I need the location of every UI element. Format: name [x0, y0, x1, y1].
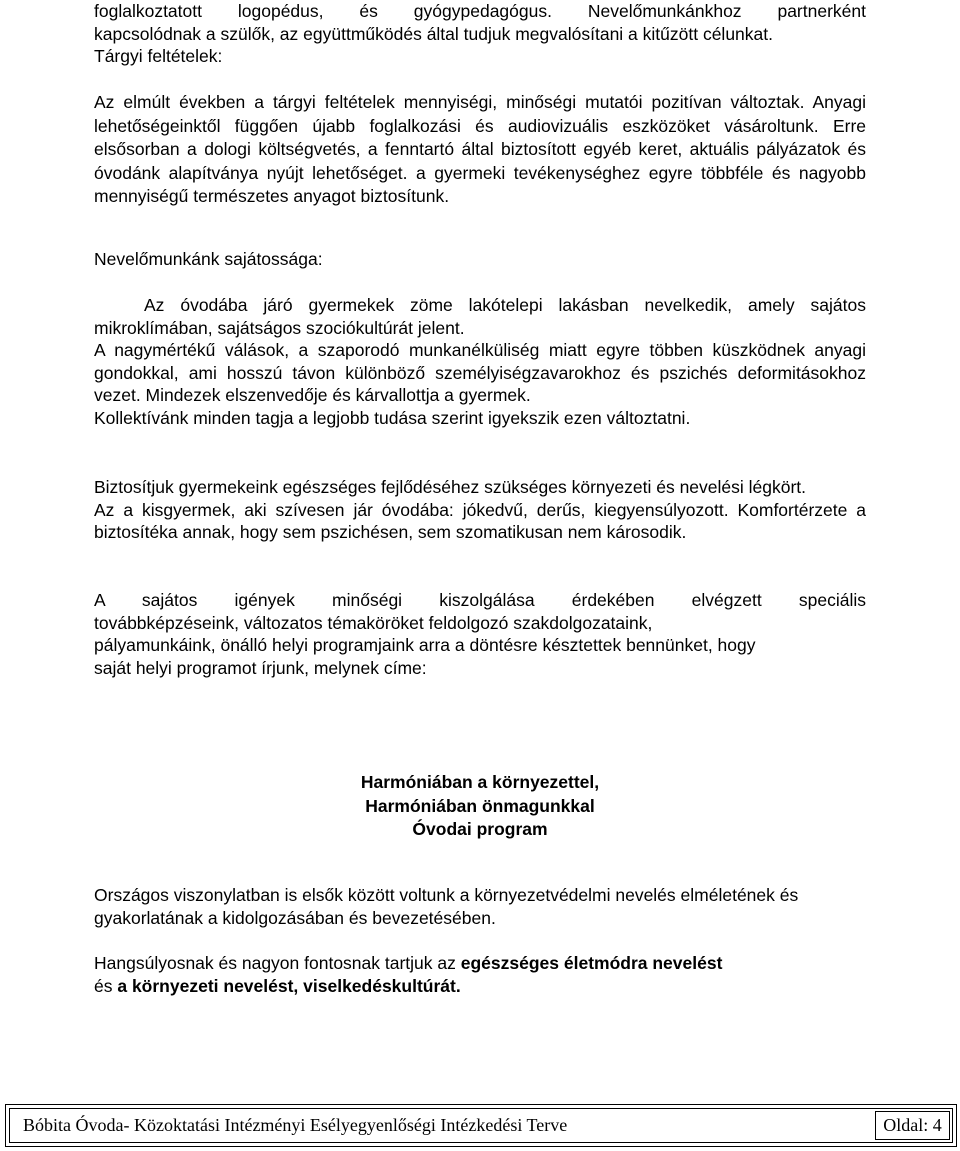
program-title-line-3: Óvodai program — [412, 819, 548, 839]
specialty-paragraph-3: Kollektívánk minden tagja a legjobb tudása szerint igyekszik ezen változtatni. — [94, 407, 691, 428]
specialty-paragraph-2: A nagymértékű válások, a szaporodó munkanélküliség miatt egyre többen küszködnek anyagi gondokkal, ami hosszú távon különböző személyiségzavarokhoz és pszichés deformitásokhoz vezet. Mindezek elszenvedője és kárvallottja a gyermek. — [94, 340, 866, 405]
special-needs-section — [94, 589, 866, 679]
intro-section — [94, 0, 866, 68]
page-footer — [5, 1104, 957, 1147]
conditions-text: Az elmúlt években a tárgyi feltételek mennyiségi, minőségi mutatói pozitívan változtak. Anyagi lehetőségeinktől függően újabb foglalkozási és audiovizuális eszközöket vásároltunk. Erre elsősorban a dologi költségvetés, a fenntartó által biztosított egyéb keret, aktuális pályázatok és óvodánk alapítványa nyújt lehetőséget. a gyermeki tevékenységhez egyre többféle és nagyobb mennyiségű természetes anyagot biztosítunk. — [94, 92, 866, 206]
specialty-heading-block — [94, 248, 866, 271]
emphasis-environmental: a környezeti nevelést, viselkedéskultúrát. — [117, 975, 461, 996]
footer-frame — [9, 1108, 953, 1143]
emphasis-line-2 — [94, 975, 866, 998]
footer-title: Bóbita Óvoda- Közoktatási Intézményi Esélyegyenlőségi Intézkedési Terve — [23, 1115, 568, 1135]
special-needs-line-3: pályamunkáink, önálló helyi programjaink arra a döntésre késztettek bennünket, hogy — [94, 635, 756, 655]
program-title-line-2: Harmóniában önmagunkkal — [365, 795, 595, 816]
conditions-paragraph — [94, 91, 866, 209]
specialty-heading: Nevelőmunkánk sajátossága: — [94, 249, 323, 269]
program-title-line-1: Harmóniában a környezettel, — [360, 772, 600, 792]
national-paragraph — [94, 884, 866, 929]
specialty-section — [94, 294, 866, 429]
emphasis-healthy-lifestyle: egészséges életmódra nevelést — [460, 953, 723, 973]
emphasis-middle: és — [94, 975, 118, 996]
specialty-paragraph-1: Az óvodába járó gyermekek zöme lakótelepi lakásban nevelkedik, amely sajátos mikroklímában, sajátságos szociókultúrát jelent. — [94, 295, 866, 338]
ensure-paragraph-2: Az a kisgyermek, aki szívesen jár óvodába: jókedvű, derűs, kiegyensúlyozott. Komfortérzete a biztosítéka annak, hogy sem pszichésen, sem szomatikusan nem károsodik. — [94, 499, 866, 542]
national-text: Országos viszonylatban is elsők között voltunk a környezetvédelmi nevelés elméletének és gyakorlatának a kidolgozásában és bevezetésében. — [94, 885, 799, 928]
intro-line-2: kapcsolódnak a szülők, az együttműködés által tudjuk megvalósítani a kitűzött célunkat. — [94, 23, 773, 44]
program-title — [94, 771, 866, 842]
ensure-paragraph-1: Biztosítjuk gyermekeink egészséges fejlődéséhez szükséges környezeti és nevelési légkört. — [94, 477, 807, 497]
ensure-section — [94, 476, 866, 544]
special-needs-line-4: saját helyi programot írjunk, melynek címe: — [94, 657, 427, 678]
conditions-heading: Tárgyi feltételek: — [94, 46, 223, 66]
emphasis-paragraph — [94, 952, 866, 997]
emphasis-line-1 — [94, 952, 866, 975]
special-needs-line-2: továbbképzéseink, változatos témaköröket feldolgozó szakdolgozataink, — [94, 612, 653, 633]
special-needs-line-1: A sajátos igények minőségi kiszolgálása érdekében elvégzett speciális — [94, 590, 866, 610]
emphasis-prefix: Hangsúlyosnak és nagyon fontosnak tartjuk az — [94, 953, 461, 973]
intro-line-1: foglalkoztatott logopédus, és gyógypedagógus. Nevelőmunkánkhoz partnerként — [94, 1, 866, 21]
footer-page-number: Oldal: 4 — [875, 1111, 950, 1140]
